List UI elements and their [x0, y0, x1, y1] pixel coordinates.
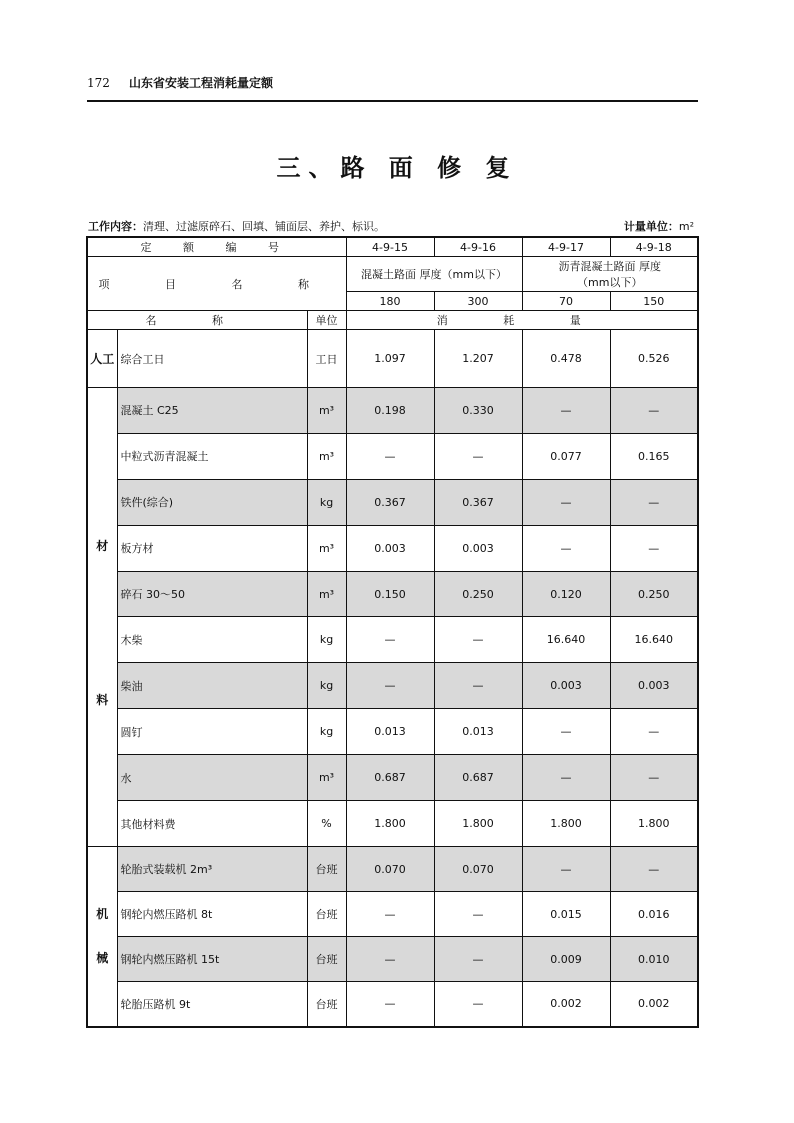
value-cell: 0.165	[610, 433, 698, 479]
value-cell: 0.015	[522, 892, 610, 937]
value-cell: 1.097	[346, 330, 434, 388]
section-title: 三、路 面 修 复	[276, 154, 518, 182]
value-cell: —	[434, 982, 522, 1027]
value-cell: 1.800	[346, 801, 434, 847]
thickness-cell: 70	[522, 292, 610, 311]
item-unit: kg	[307, 663, 346, 709]
value-cell: —	[346, 433, 434, 479]
value-cell: —	[522, 755, 610, 801]
category-material-1: 材	[96, 539, 109, 553]
value-cell: 0.120	[522, 571, 610, 617]
value-cell: —	[434, 617, 522, 663]
value-cell: 0.070	[346, 847, 434, 892]
table-row	[87, 663, 698, 709]
work-content-text: 清理、过滤原碎石、回填、铺面层、养护、标识。	[143, 220, 385, 233]
item-name: 钢轮内燃压路机 8t	[117, 892, 307, 937]
value-cell: —	[434, 892, 522, 937]
value-cell: 0.330	[434, 388, 522, 434]
code-cell: 4-9-17	[522, 237, 610, 257]
item-label: 项 目 名 称	[87, 257, 346, 311]
table-row	[87, 388, 698, 434]
value-cell: 0.250	[610, 571, 698, 617]
table-row	[87, 525, 698, 571]
value-cell: 0.009	[522, 937, 610, 982]
group-row	[87, 257, 698, 292]
item-name: 综合工日	[117, 330, 307, 388]
value-cell: 0.002	[610, 982, 698, 1027]
thickness-cell: 300	[434, 292, 522, 311]
table-row	[87, 801, 698, 847]
value-cell: 0.002	[522, 982, 610, 1027]
code-cell: 4-9-18	[610, 237, 698, 257]
table-row	[87, 709, 698, 755]
value-cell: —	[522, 479, 610, 525]
value-cell: —	[610, 709, 698, 755]
category-machine	[87, 847, 117, 1027]
item-name: 圆钉	[117, 709, 307, 755]
table-row	[87, 433, 698, 479]
value-cell: —	[346, 663, 434, 709]
value-cell: 0.687	[346, 755, 434, 801]
category-labor: 人工	[87, 330, 117, 388]
value-cell: 1.207	[434, 330, 522, 388]
item-name: 中粒式沥青混凝土	[117, 433, 307, 479]
running-header	[87, 74, 698, 102]
value-cell: —	[346, 617, 434, 663]
table-row	[87, 330, 698, 388]
value-cell: 0.250	[434, 571, 522, 617]
value-cell: 0.013	[346, 709, 434, 755]
value-cell: —	[522, 388, 610, 434]
quota-table	[86, 236, 699, 1028]
category-material	[87, 388, 117, 847]
group-concrete: 混凝土路面 厚度（mm以下）	[346, 257, 522, 292]
item-name: 其他材料费	[117, 801, 307, 847]
unit-value: m²	[678, 220, 694, 233]
thickness-cell: 150	[610, 292, 698, 311]
item-unit: %	[307, 801, 346, 847]
value-cell: —	[610, 847, 698, 892]
value-cell: 0.013	[434, 709, 522, 755]
value-cell: 0.003	[434, 525, 522, 571]
value-cell: —	[610, 479, 698, 525]
category-material-2: 料	[96, 693, 109, 707]
table-row	[87, 479, 698, 525]
thickness-cell: 180	[346, 292, 434, 311]
value-cell: —	[610, 388, 698, 434]
table-row	[87, 982, 698, 1027]
table-row	[87, 571, 698, 617]
work-content-label: 工作内容：	[88, 220, 143, 233]
col-unit-header: 单位	[307, 311, 346, 330]
item-unit: 工日	[307, 330, 346, 388]
category-machine-2: 械	[96, 951, 109, 966]
value-cell: 0.010	[610, 937, 698, 982]
col-name-header: 名 称	[87, 311, 307, 330]
value-cell: —	[522, 525, 610, 571]
code-cell: 4-9-16	[434, 237, 522, 257]
item-unit: kg	[307, 617, 346, 663]
value-cell: 1.800	[434, 801, 522, 847]
category-machine-1: 机	[96, 907, 109, 922]
code-row	[87, 237, 698, 257]
item-name: 混凝土 C25	[117, 388, 307, 434]
item-name: 钢轮内燃压路机 15t	[117, 937, 307, 982]
code-label: 定 额 编 号	[87, 237, 346, 257]
item-unit: m³	[307, 571, 346, 617]
value-cell: 1.800	[522, 801, 610, 847]
value-cell: —	[434, 433, 522, 479]
value-cell: 0.003	[522, 663, 610, 709]
item-unit: m³	[307, 755, 346, 801]
item-name: 柴油	[117, 663, 307, 709]
value-cell: 0.016	[610, 892, 698, 937]
value-cell: —	[346, 982, 434, 1027]
value-cell: 16.640	[610, 617, 698, 663]
value-cell: 0.367	[434, 479, 522, 525]
value-cell: 0.198	[346, 388, 434, 434]
code-cell: 4-9-15	[346, 237, 434, 257]
item-name: 轮胎压路机 9t	[117, 982, 307, 1027]
item-unit: kg	[307, 479, 346, 525]
item-name: 板方材	[117, 525, 307, 571]
value-cell: 0.478	[522, 330, 610, 388]
item-unit: kg	[307, 709, 346, 755]
value-cell: —	[346, 937, 434, 982]
table-row	[87, 847, 698, 892]
item-unit: m³	[307, 525, 346, 571]
value-cell: —	[346, 892, 434, 937]
table-row	[87, 892, 698, 937]
item-name: 轮胎式装载机 2m³	[117, 847, 307, 892]
item-name: 铁件(综合)	[117, 479, 307, 525]
value-cell: 0.367	[346, 479, 434, 525]
table-row	[87, 937, 698, 982]
value-cell: 0.070	[434, 847, 522, 892]
value-cell: —	[434, 937, 522, 982]
item-unit: 台班	[307, 937, 346, 982]
value-cell: —	[610, 525, 698, 571]
value-cell: 0.150	[346, 571, 434, 617]
book-title: 山东省安装工程消耗量定额	[129, 76, 274, 90]
unit-label: 计量单位：	[623, 220, 679, 233]
item-name: 水	[117, 755, 307, 801]
value-cell: —	[522, 847, 610, 892]
value-cell: 0.687	[434, 755, 522, 801]
work-content-line	[88, 218, 696, 234]
value-cell: 0.077	[522, 433, 610, 479]
item-name: 木柴	[117, 617, 307, 663]
value-cell: 16.640	[522, 617, 610, 663]
item-unit: 台班	[307, 847, 346, 892]
table-row	[87, 617, 698, 663]
value-cell: —	[434, 663, 522, 709]
value-cell: —	[522, 709, 610, 755]
item-unit: 台班	[307, 892, 346, 937]
item-unit: m³	[307, 433, 346, 479]
value-cell: 0.526	[610, 330, 698, 388]
item-unit: m³	[307, 388, 346, 434]
group-asphalt: 沥青混凝土路面 厚度（mm以下）	[522, 257, 698, 292]
value-cell: 0.003	[610, 663, 698, 709]
column-header-row	[87, 311, 698, 330]
page-number: 172	[87, 76, 110, 90]
value-cell: —	[610, 755, 698, 801]
value-cell: 0.003	[346, 525, 434, 571]
item-unit: 台班	[307, 982, 346, 1027]
value-cell: 1.800	[610, 801, 698, 847]
table-row	[87, 755, 698, 801]
col-consumption-header: 消 耗 量	[346, 311, 698, 330]
item-name: 碎石 30～50	[117, 571, 307, 617]
